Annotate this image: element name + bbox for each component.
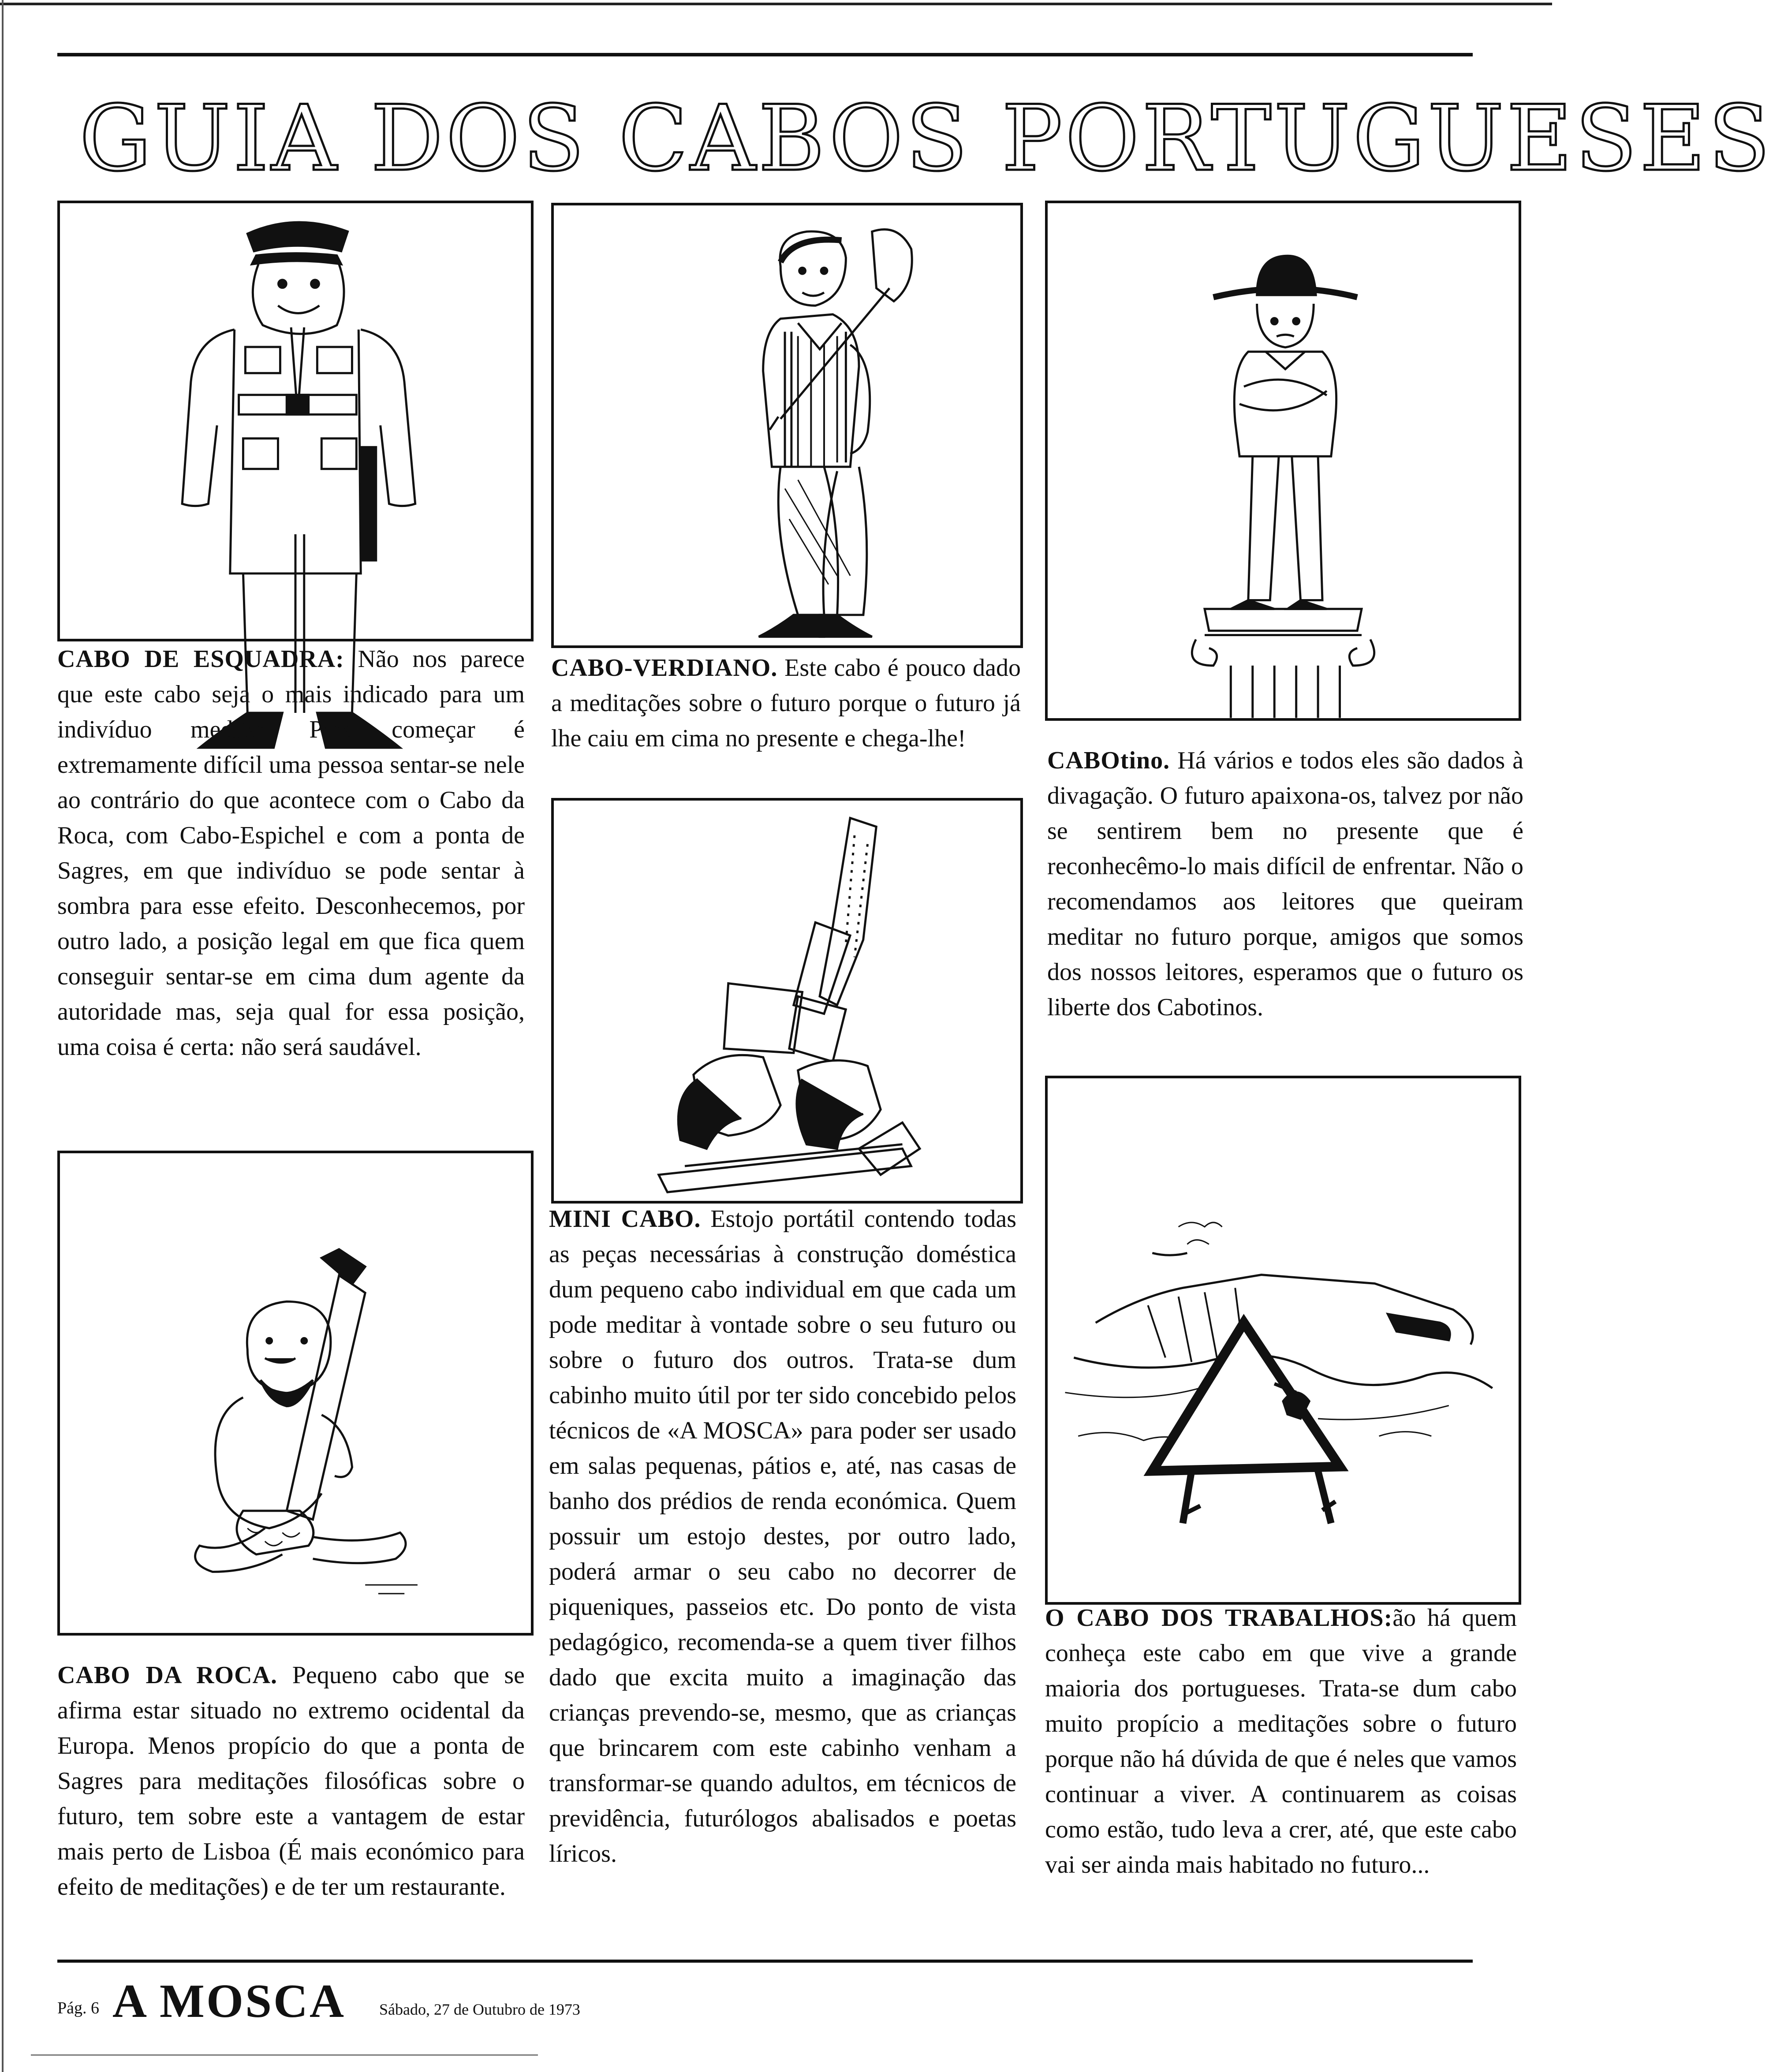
publication-name: A MOSCA [112,1975,346,2027]
publication-date: Sábado, 27 de Outubro de 1973 [379,2001,580,2018]
illustration-mini-cabo [551,798,1023,1204]
article-cabotino: CABOtino. Há vários e todos eles são dados à divagação. O futuro apaixona-os, talvez por não se sentirem bem no presente que é reconhecêmo-lo mais difícil de enfrentar. Não o recomendamos aos leitores que queiram meditar no futuro porque, amigos que somos dos nossos leitores, esperamos que o futuro os liberte dos Cabotinos. [1047,747,1523,1021]
article-mini-cabo: MINI CABO. Estojo portátil contendo todas as peças necessárias à construção doméstica dum pequeno cabo individual em que cada um pode meditar à vontade sobre o seu futuro ou sobre o futuro dos outros. Trata-se dum cabinho muito útil por ter sido concebido pelos técnicos de «A MOSCA» para poder ser usado em salas pequenas, pátios e, até, nas casas de banho dos prédios de renda económica. Quem possuir um estojo destes, por outro lado, poderá armar o seu cabo no decorrer de piqueniques, passeios etc. Do ponto de vista pedagógico, recomenda-se a quem tiver filhos dado que excita muito a imaginação das crianças prevendo-se, mesmo, que as crianças que brincarem com este cabinho venham a transformar-se quando adultos, em técnicos de previdência, futurólogos abalisados e poetas líricos. [549,1205,1016,1867]
article-cabo-de-esquadra: CABO DE ESQUADRA: Não nos parece que este cabo seja o mais indicado para um indivíduo meditar. Para começar é extremamente difícil uma pessoa sentar-se nele ao contrário do que acontece com o Cabo da Roca, com Cabo-Espichel e com a ponta de Sagres, em que indivíduo se pode sentar à sombra para esse efeito. Desconhecemos, por outro lado, a posição legal em que fica quem conseguir sentar-se em cima dum agente da autoridade mas, seja qual for essa posição, uma coisa é certa: não será saudável. [57,645,525,1061]
article-cabo-da-roca: CABO DA ROCA. Pequeno cabo que se afirma estar situado no extremo ocidental da Europa. Menos propício do que a ponta de Sagres para meditações filosóficas sobre o futuro, tem sobre este a vantagem de estar mais perto de Lisboa (É mais económico para efeito de meditações) e de ter um restaurante. [57,1662,525,1901]
illustration-cabo-da-roca [57,1151,534,1636]
top-edge-line [0,3,1552,5]
left-edge-line [2,0,4,2072]
footer-rule [57,1960,1473,1963]
article-cabo-verdiano: CABO-VERDIANO. Este cabo é pouco dado a meditações sobre o futuro porque o futuro já lhe caiu em cima no presente e chega-lhe! [551,654,1021,752]
page-number: Pág. 6 [57,1999,99,2017]
illustration-cabotino [1045,201,1521,721]
illustration-cabo-verdiano [551,203,1023,648]
footer-bottom-rule [31,2054,538,2056]
header-rule [57,53,1473,56]
illustration-cabo-dos-trabalhos [1045,1076,1521,1605]
illustration-cabo-de-esquadra [57,201,534,641]
page-title: GUIA DOS CABOS PORTUGUESES [79,86,1773,191]
article-cabo-dos-trabalhos: O CABO DOS TRABALHOS:ão há quem conheça este cabo em que vive a grande maioria dos portugueses. Trata-se dum cabo muito propício a meditações sobre o futuro porque não há dúvida de que é neles que vamos continuar a viver. A continuarem as coisas como estão, tudo leva a crer, até, que este cabo vai ser ainda mais habitado no futuro... [1045,1604,1517,1878]
